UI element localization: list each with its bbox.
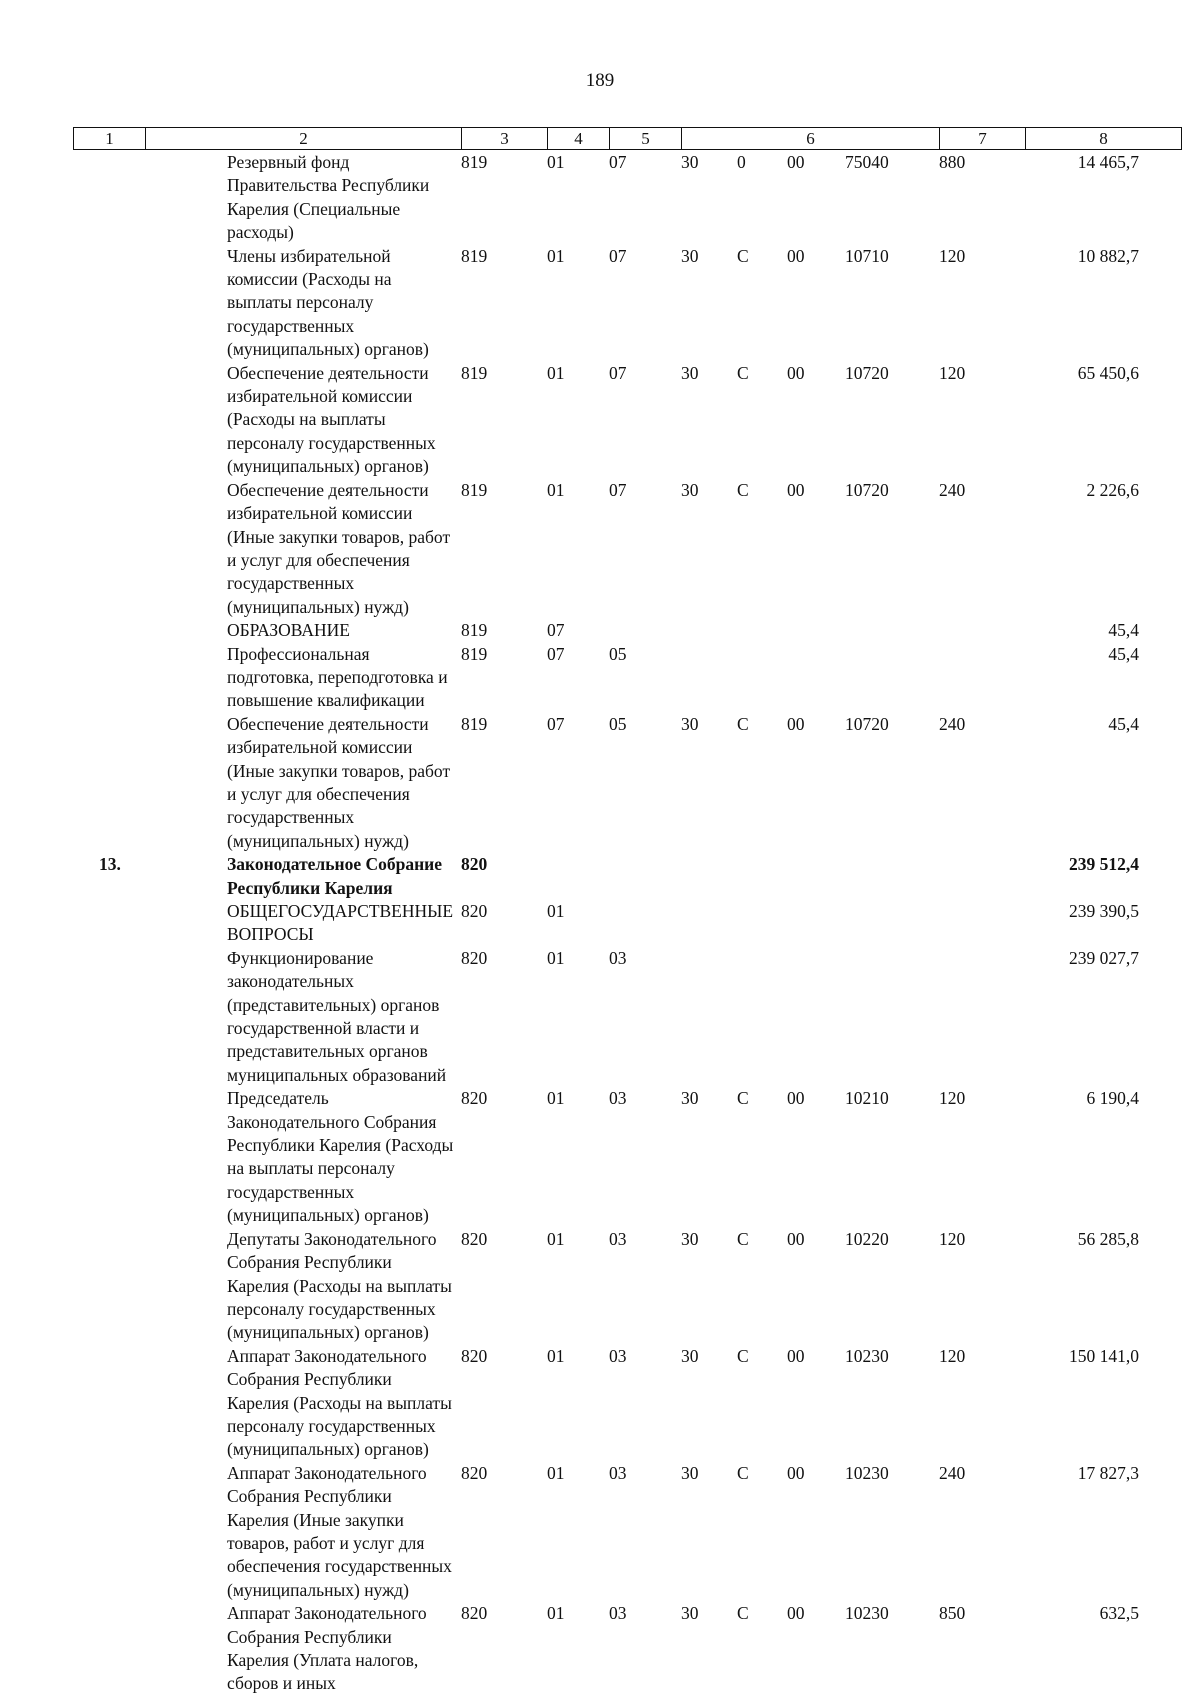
- expense-type-code: 120: [939, 1345, 966, 1366]
- amount: 150 141,0: [1069, 1345, 1139, 1366]
- target-code-program: 30: [681, 362, 699, 383]
- subsection-code: 03: [609, 1462, 627, 1483]
- target-code-sub: 00: [787, 362, 805, 383]
- table-row: [73, 900, 1181, 947]
- admin-code: 819: [461, 245, 488, 266]
- section-code: 07: [547, 620, 565, 641]
- column-header: 7: [940, 128, 1026, 150]
- target-code-program: [681, 643, 737, 713]
- admin-code: 819: [461, 643, 488, 664]
- subsection-code: 07: [609, 152, 627, 172]
- row-number: [73, 619, 145, 642]
- column-header: 5: [610, 128, 682, 150]
- target-code-sub: 00: [787, 152, 805, 172]
- column-header: 6: [682, 128, 940, 150]
- item-name: Депутаты Законодательного Собрания Республики Карелия (Расходы на выплаты персоналу государственных (муниципальных) органов): [227, 1228, 452, 1343]
- target-code-sub: [787, 947, 845, 1087]
- table-row: [73, 362, 1181, 479]
- target-code-sub: [787, 643, 845, 713]
- target-code-letter: [737, 853, 787, 900]
- row-number: [73, 713, 145, 853]
- item-name: ОБЩЕГОСУДАРСТВЕННЫЕ ВОПРОСЫ: [227, 901, 454, 945]
- expense-type-code: [939, 619, 1025, 642]
- target-code-program: [681, 853, 737, 900]
- amount: 14 465,7: [1077, 152, 1139, 172]
- amount: 239 027,7: [1069, 947, 1139, 968]
- row-number: [73, 362, 145, 479]
- amount: 6 190,4: [1086, 1088, 1139, 1109]
- target-code-sub: 00: [787, 1603, 805, 1624]
- item-name: Функционирование законодательных (представительных) органов государственной власти и представительных органов муниципальных образований: [227, 947, 447, 1085]
- column-header-table: [73, 127, 1182, 150]
- admin-code: 820: [461, 854, 488, 875]
- target-code-direction: 10720: [845, 362, 889, 383]
- admin-code: 820: [461, 1462, 488, 1483]
- target-code-direction: 10220: [845, 1228, 889, 1249]
- target-code-direction: 75040: [845, 152, 889, 172]
- target-code-letter: [737, 947, 787, 1087]
- expense-type-code: 120: [939, 1228, 966, 1249]
- section-code: 01: [547, 245, 565, 266]
- target-code-direction: 10230: [845, 1603, 889, 1624]
- row-number: [73, 479, 145, 619]
- admin-code: 820: [461, 947, 488, 968]
- column-header-row: [74, 128, 1182, 150]
- target-code-program: 30: [681, 245, 699, 266]
- subsection-code: 03: [609, 1088, 627, 1109]
- target-code-direction: 10720: [845, 713, 889, 734]
- target-code-letter: [737, 900, 787, 947]
- target-code-program: 30: [681, 1345, 699, 1366]
- expense-type-code: 120: [939, 245, 966, 266]
- table-row: [73, 1602, 1181, 1696]
- table-row: [73, 1087, 1181, 1227]
- target-code-letter: С: [737, 362, 749, 383]
- target-code-sub: 00: [787, 1088, 805, 1109]
- target-code-program: [681, 947, 737, 1087]
- budget-table: [73, 151, 1181, 1696]
- section-code: 01: [547, 362, 565, 383]
- table-row: [73, 713, 1181, 853]
- table-row: [73, 151, 1181, 245]
- subsection-code: 03: [609, 1603, 627, 1624]
- target-code-sub: [787, 900, 845, 947]
- amount: 56 285,8: [1077, 1228, 1139, 1249]
- target-code-program: [681, 619, 737, 642]
- row-number: [73, 151, 145, 245]
- amount: 45,4: [1108, 713, 1139, 734]
- section-code: 01: [547, 1228, 565, 1249]
- row-number: [73, 947, 145, 1087]
- section-code: 01: [547, 901, 565, 921]
- column-header: 8: [1026, 128, 1182, 150]
- expense-type-code: [939, 853, 1025, 900]
- target-code-letter: [737, 619, 787, 642]
- amount: 632,5: [1099, 1603, 1139, 1624]
- column-header: 2: [146, 128, 462, 150]
- subsection-code: 05: [609, 643, 627, 664]
- item-name: Законодательное Собрание Республики Карелия: [227, 854, 443, 898]
- subsection-code: 07: [609, 362, 627, 383]
- amount: 17 827,3: [1077, 1462, 1139, 1483]
- expense-type-code: 880: [939, 152, 966, 172]
- amount: 239 512,4: [1069, 854, 1139, 875]
- amount: 45,4: [1108, 643, 1139, 664]
- expense-type-code: 120: [939, 1088, 966, 1109]
- page-number: 189: [585, 70, 615, 91]
- subsection-code: [609, 900, 681, 947]
- table-row: [73, 619, 1181, 642]
- amount: 45,4: [1108, 620, 1139, 641]
- row-number: [73, 1462, 145, 1602]
- item-name: Профессиональная подготовка, переподготовка и повышение квалификации: [227, 643, 448, 711]
- target-code-direction: 10720: [845, 479, 889, 500]
- section-code: 01: [547, 479, 565, 500]
- expense-type-code: [939, 947, 1025, 1087]
- target-code-program: [681, 900, 737, 947]
- row-number: [73, 1228, 145, 1345]
- expense-type-code: 120: [939, 362, 966, 383]
- table-row: [73, 947, 1181, 1087]
- admin-code: 819: [461, 620, 488, 641]
- amount: 65 450,6: [1077, 362, 1139, 383]
- item-name: ОБРАЗОВАНИЕ: [227, 620, 350, 641]
- section-code: 07: [547, 643, 565, 664]
- subsection-code: 07: [609, 245, 627, 266]
- admin-code: 820: [461, 1088, 488, 1109]
- admin-code: 820: [461, 1345, 488, 1366]
- target-code-letter: С: [737, 1345, 749, 1366]
- target-code-letter: 0: [737, 152, 746, 172]
- item-name: Аппарат Законодательного Собрания Республики Карелия (Расходы на выплаты персоналу государственных (муниципальных) органов): [227, 1345, 452, 1460]
- column-header: 1: [74, 128, 146, 150]
- section-code: 01: [547, 1088, 565, 1109]
- target-code-direction: 10230: [845, 1345, 889, 1366]
- row-number: [73, 1345, 145, 1462]
- section-code: 01: [547, 1345, 565, 1366]
- target-code-direction: [845, 947, 939, 1087]
- amount: 239 390,5: [1069, 901, 1139, 921]
- item-name: Резервный фонд Правительства Республики Карелия (Специальные расходы): [227, 152, 430, 243]
- expense-type-code: [939, 643, 1025, 713]
- target-code-sub: 00: [787, 1228, 805, 1249]
- subsection-code: 03: [609, 1228, 627, 1249]
- item-name: Обеспечение деятельности избирательной комиссии (Иные закупки товаров, работ и услуг для обеспечения государственных (муниципальных) нужд): [227, 713, 451, 851]
- expense-type-code: 240: [939, 1462, 966, 1483]
- target-code-sub: [787, 853, 845, 900]
- target-code-direction: [845, 900, 939, 947]
- section-code: [547, 853, 609, 900]
- target-code-direction: 10710: [845, 245, 889, 266]
- target-code-letter: [737, 643, 787, 713]
- target-code-sub: 00: [787, 479, 805, 500]
- item-name: Аппарат Законодательного Собрания Республики Карелия (Уплата налогов, сборов и иных: [227, 1603, 427, 1694]
- table-row: [73, 1345, 1181, 1462]
- target-code-letter: С: [737, 1603, 749, 1624]
- admin-code: 819: [461, 713, 488, 734]
- target-code-direction: [845, 643, 939, 713]
- admin-code: 819: [461, 479, 488, 500]
- item-name: Члены избирательной комиссии (Расходы на выплаты персоналу государственных (муниципальных) органов): [227, 245, 429, 360]
- target-code-program: 30: [681, 479, 699, 500]
- target-code-sub: [787, 619, 845, 642]
- target-code-sub: 00: [787, 713, 805, 734]
- row-number: [73, 1602, 145, 1696]
- admin-code: 819: [461, 362, 488, 383]
- subsection-code: [609, 853, 681, 900]
- table-row: [73, 1462, 1181, 1602]
- section-code: 07: [547, 713, 565, 734]
- section-code: 01: [547, 152, 565, 172]
- section-code: 01: [547, 1462, 565, 1483]
- row-number: [73, 1087, 145, 1227]
- item-name: Председатель Законодательного Собрания Республики Карелия (Расходы на выплаты персоналу государственных (муниципальных) органов): [227, 1088, 454, 1226]
- subsection-code: 07: [609, 479, 627, 500]
- expense-type-code: 850: [939, 1603, 966, 1624]
- section-code: 01: [547, 1603, 565, 1624]
- item-name: Аппарат Законодательного Собрания Республики Карелия (Иные закупки товаров, работ и услуг для обеспечения государственных (муниципальных) нужд): [227, 1462, 452, 1600]
- subsection-code: 05: [609, 713, 627, 734]
- target-code-letter: С: [737, 713, 749, 734]
- row-number: [73, 245, 145, 362]
- target-code-letter: С: [737, 479, 749, 500]
- admin-code: 820: [461, 1603, 488, 1624]
- target-code-program: 30: [681, 152, 699, 172]
- table-row: [73, 1228, 1181, 1345]
- target-code-letter: С: [737, 245, 749, 266]
- subsection-code: [609, 619, 681, 642]
- amount: 10 882,7: [1077, 245, 1139, 266]
- expense-type-code: [939, 900, 1025, 947]
- target-code-program: 30: [681, 713, 699, 734]
- target-code-letter: С: [737, 1088, 749, 1109]
- row-number: [73, 643, 145, 713]
- item-name: Обеспечение деятельности избирательной комиссии (Иные закупки товаров, работ и услуг для обеспечения государственных (муниципальных) нужд): [227, 479, 451, 617]
- row-number: [73, 900, 145, 947]
- target-code-sub: 00: [787, 1462, 805, 1483]
- target-code-sub: 00: [787, 245, 805, 266]
- column-header: 3: [462, 128, 548, 150]
- target-code-sub: 00: [787, 1345, 805, 1366]
- target-code-direction: 10230: [845, 1462, 889, 1483]
- target-code-program: 30: [681, 1603, 699, 1624]
- row-number: 13.: [99, 854, 121, 875]
- table-row: [73, 643, 1181, 713]
- admin-code: 820: [461, 1228, 488, 1249]
- target-code-direction: [845, 619, 939, 642]
- subsection-code: 03: [609, 947, 627, 968]
- expense-type-code: 240: [939, 479, 966, 500]
- amount: 2 226,6: [1086, 479, 1139, 500]
- admin-code: 819: [461, 152, 488, 172]
- target-code-program: 30: [681, 1088, 699, 1109]
- target-code-direction: 10210: [845, 1088, 889, 1109]
- target-code-direction: [845, 853, 939, 900]
- target-code-letter: С: [737, 1228, 749, 1249]
- expense-type-code: 240: [939, 713, 966, 734]
- admin-code: 820: [461, 901, 488, 921]
- table-row: [73, 245, 1181, 362]
- column-header: 4: [548, 128, 610, 150]
- item-name: Обеспечение деятельности избирательной комиссии (Расходы на выплаты персоналу государственных (муниципальных) органов): [227, 362, 436, 477]
- table-row: [73, 479, 1181, 619]
- target-code-program: 30: [681, 1462, 699, 1483]
- section-code: 01: [547, 947, 565, 968]
- target-code-program: 30: [681, 1228, 699, 1249]
- table-row: [73, 853, 1181, 900]
- target-code-letter: С: [737, 1462, 749, 1483]
- subsection-code: 03: [609, 1345, 627, 1366]
